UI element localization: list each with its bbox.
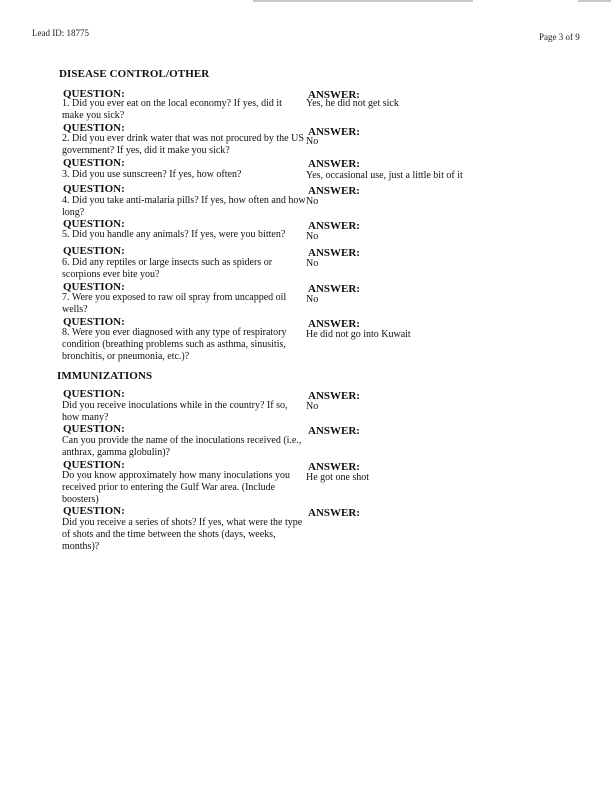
answer-label: ANSWER: (308, 461, 360, 473)
question-text: 1. Did you ever eat on the local economy? If yes, did it make you sick? (62, 98, 282, 121)
answer-text: No (306, 258, 319, 269)
answer-text: He did not go into Kuwait (306, 329, 411, 340)
answer-label: ANSWER: (308, 247, 360, 259)
question-label: QUESTION: (63, 281, 125, 293)
answer-label: ANSWER: (308, 185, 360, 197)
section-title-immunizations: IMMUNIZATIONS (57, 370, 153, 382)
answer-label: ANSWER: (308, 283, 360, 295)
question-text: 7. Were you exposed to raw oil spray from uncapped oil wells? (62, 292, 287, 315)
answer-label: ANSWER: (308, 390, 360, 402)
question-label: QUESTION: (63, 183, 125, 195)
question-text: 8. Were you ever diagnosed with any type of respiratory condition (breathing problems such as asthma, sinusitis, bronchitis, or pneumonia, etc.)? (62, 327, 287, 362)
question-label: QUESTION: (63, 157, 125, 169)
answer-label: ANSWER: (308, 425, 360, 437)
answer-label: ANSWER: (308, 126, 360, 138)
question-text: 4. Did you take anti-malaria pills? If yes, how often and how long? (62, 195, 306, 218)
answer-text: No (306, 294, 319, 305)
answer-label: ANSWER: (308, 89, 360, 101)
question-text: Did you receive inoculations while in the country? If so, how many? (62, 400, 288, 423)
answer-text: No (306, 136, 319, 147)
answer-text: Yes, he did not get sick (306, 98, 399, 109)
question-text: Can you provide the name of the inoculations received (i.e., anthrax, gamma globulin)? (62, 435, 302, 458)
answer-text: No (306, 401, 319, 412)
question-label: QUESTION: (63, 245, 125, 257)
page-number: Page 3 of 9 (539, 32, 580, 42)
question-label: QUESTION: (63, 122, 125, 134)
question-text: Do you know approximately how many inoculations you received prior to entering the Gulf War area. (Include boosters) (62, 470, 291, 505)
question-text: 2. Did you ever drink water that was not procured by the US government? If yes, did it make you sick? (62, 133, 304, 156)
question-label: QUESTION: (63, 218, 125, 230)
question-text: 5. Did you handle any animals? If yes, were you bitten? (62, 229, 286, 240)
scan-edge-line (578, 0, 611, 2)
answer-text: He got one shot (306, 472, 370, 483)
question-label: QUESTION: (63, 423, 125, 435)
answer-label: ANSWER: (308, 158, 360, 170)
answer-label: ANSWER: (308, 220, 360, 232)
answer-text: No (306, 196, 319, 207)
question-text: Did you receive a series of shots? If yes, what were the type of shots and the time between the shots (days, weeks, months)? (62, 517, 303, 552)
question-label: QUESTION: (63, 316, 125, 328)
question-label: QUESTION: (63, 505, 125, 517)
answer-text: No (306, 231, 319, 242)
question-label: QUESTION: (63, 388, 125, 400)
question-label: QUESTION: (63, 88, 125, 100)
question-text: 3. Did you use sunscreen? If yes, how often? (62, 169, 242, 180)
question-label: QUESTION: (63, 459, 125, 471)
answer-label: ANSWER: (308, 318, 360, 330)
question-text: 6. Did any reptiles or large insects such as spiders or scorpions ever bite you? (62, 257, 273, 280)
lead-id: Lead ID: 18775 (32, 28, 89, 38)
scan-edge-line (253, 0, 473, 2)
section-title-disease-control: DISEASE CONTROL/OTHER (59, 68, 210, 80)
answer-text: Yes, occasional use, just a little bit of it (306, 170, 463, 181)
answer-label: ANSWER: (308, 507, 360, 519)
